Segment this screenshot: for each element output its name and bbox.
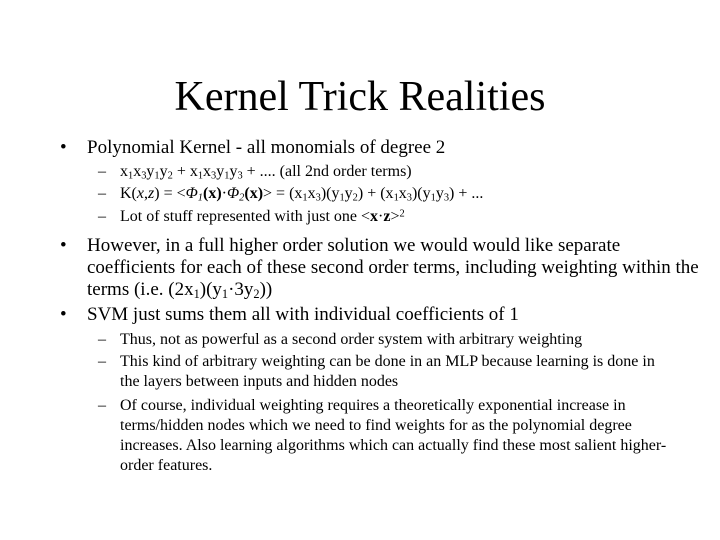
dash-marker: – xyxy=(98,397,106,414)
sub-bullet-kernel-formula xyxy=(98,184,668,204)
bullet-text: SVM just sums them all with individual coefficients of 1 xyxy=(87,304,519,325)
sub-bullet-mlp-weighting xyxy=(98,352,668,392)
bullet-polynomial-kernel xyxy=(60,137,700,159)
bullet-text: Polynomial Kernel - all monomials of degree 2 xyxy=(87,137,446,158)
bullet-marker: • xyxy=(60,137,67,158)
slide-title: Kernel Trick Realities xyxy=(174,74,546,120)
sub-bullet-text: Lot of stuff represented with just one <x·z>$^2$ xyxy=(120,208,405,225)
sub-bullet-exponential-increase xyxy=(98,396,668,476)
dash-marker: – xyxy=(98,163,106,180)
dash-marker: – xyxy=(98,185,106,202)
dash-marker: – xyxy=(98,208,106,225)
bullet-svm-sums xyxy=(60,304,700,326)
sub-bullet-text: Of course, individual weighting requires a theoretically exponential increase in terms/hidden nodes which we need to find weights for as the polynomial degree increases. Also learning algorithms which can actually find these most salient higher-order features. xyxy=(120,397,667,474)
bullet-marker: • xyxy=(60,304,67,325)
bullet-marker: • xyxy=(60,235,67,256)
bullet-higher-order-solution xyxy=(60,235,700,301)
dash-marker: – xyxy=(98,353,106,370)
sub-bullet-text: Thus, not as powerful as a second order system with arbitrary weighting xyxy=(120,331,583,348)
bullet-text: However, in a full higher order solution we would would like separate coefficients for each of these second order terms, including weighting within the terms (i.e. $(2x_1)(y_1\cdot 3y_2)$) xyxy=(87,235,699,302)
sub-bullet-not-as-powerful xyxy=(98,330,668,350)
sub-bullet-text: This kind of arbitrary weighting can be done in an MLP because learning is done in the layers between inputs and hidden nodes xyxy=(120,353,655,390)
sub-bullet-inner-product xyxy=(98,207,668,227)
dash-marker: – xyxy=(98,331,106,348)
sub-bullet-text: $K(x,z) = <\Phi_1(x)\cdot\Phi_2(x)> = (x_1x_3)(y_1y_2) + (x_1x_3)(y_1y_3)$ + ... xyxy=(120,185,484,204)
sub-bullet-monomial-terms xyxy=(98,162,668,182)
sub-bullet-text: $x_1x_3y_1y_2 + x_1x_3y_1y_3$ + .... (all 2nd order terms) xyxy=(120,163,412,182)
